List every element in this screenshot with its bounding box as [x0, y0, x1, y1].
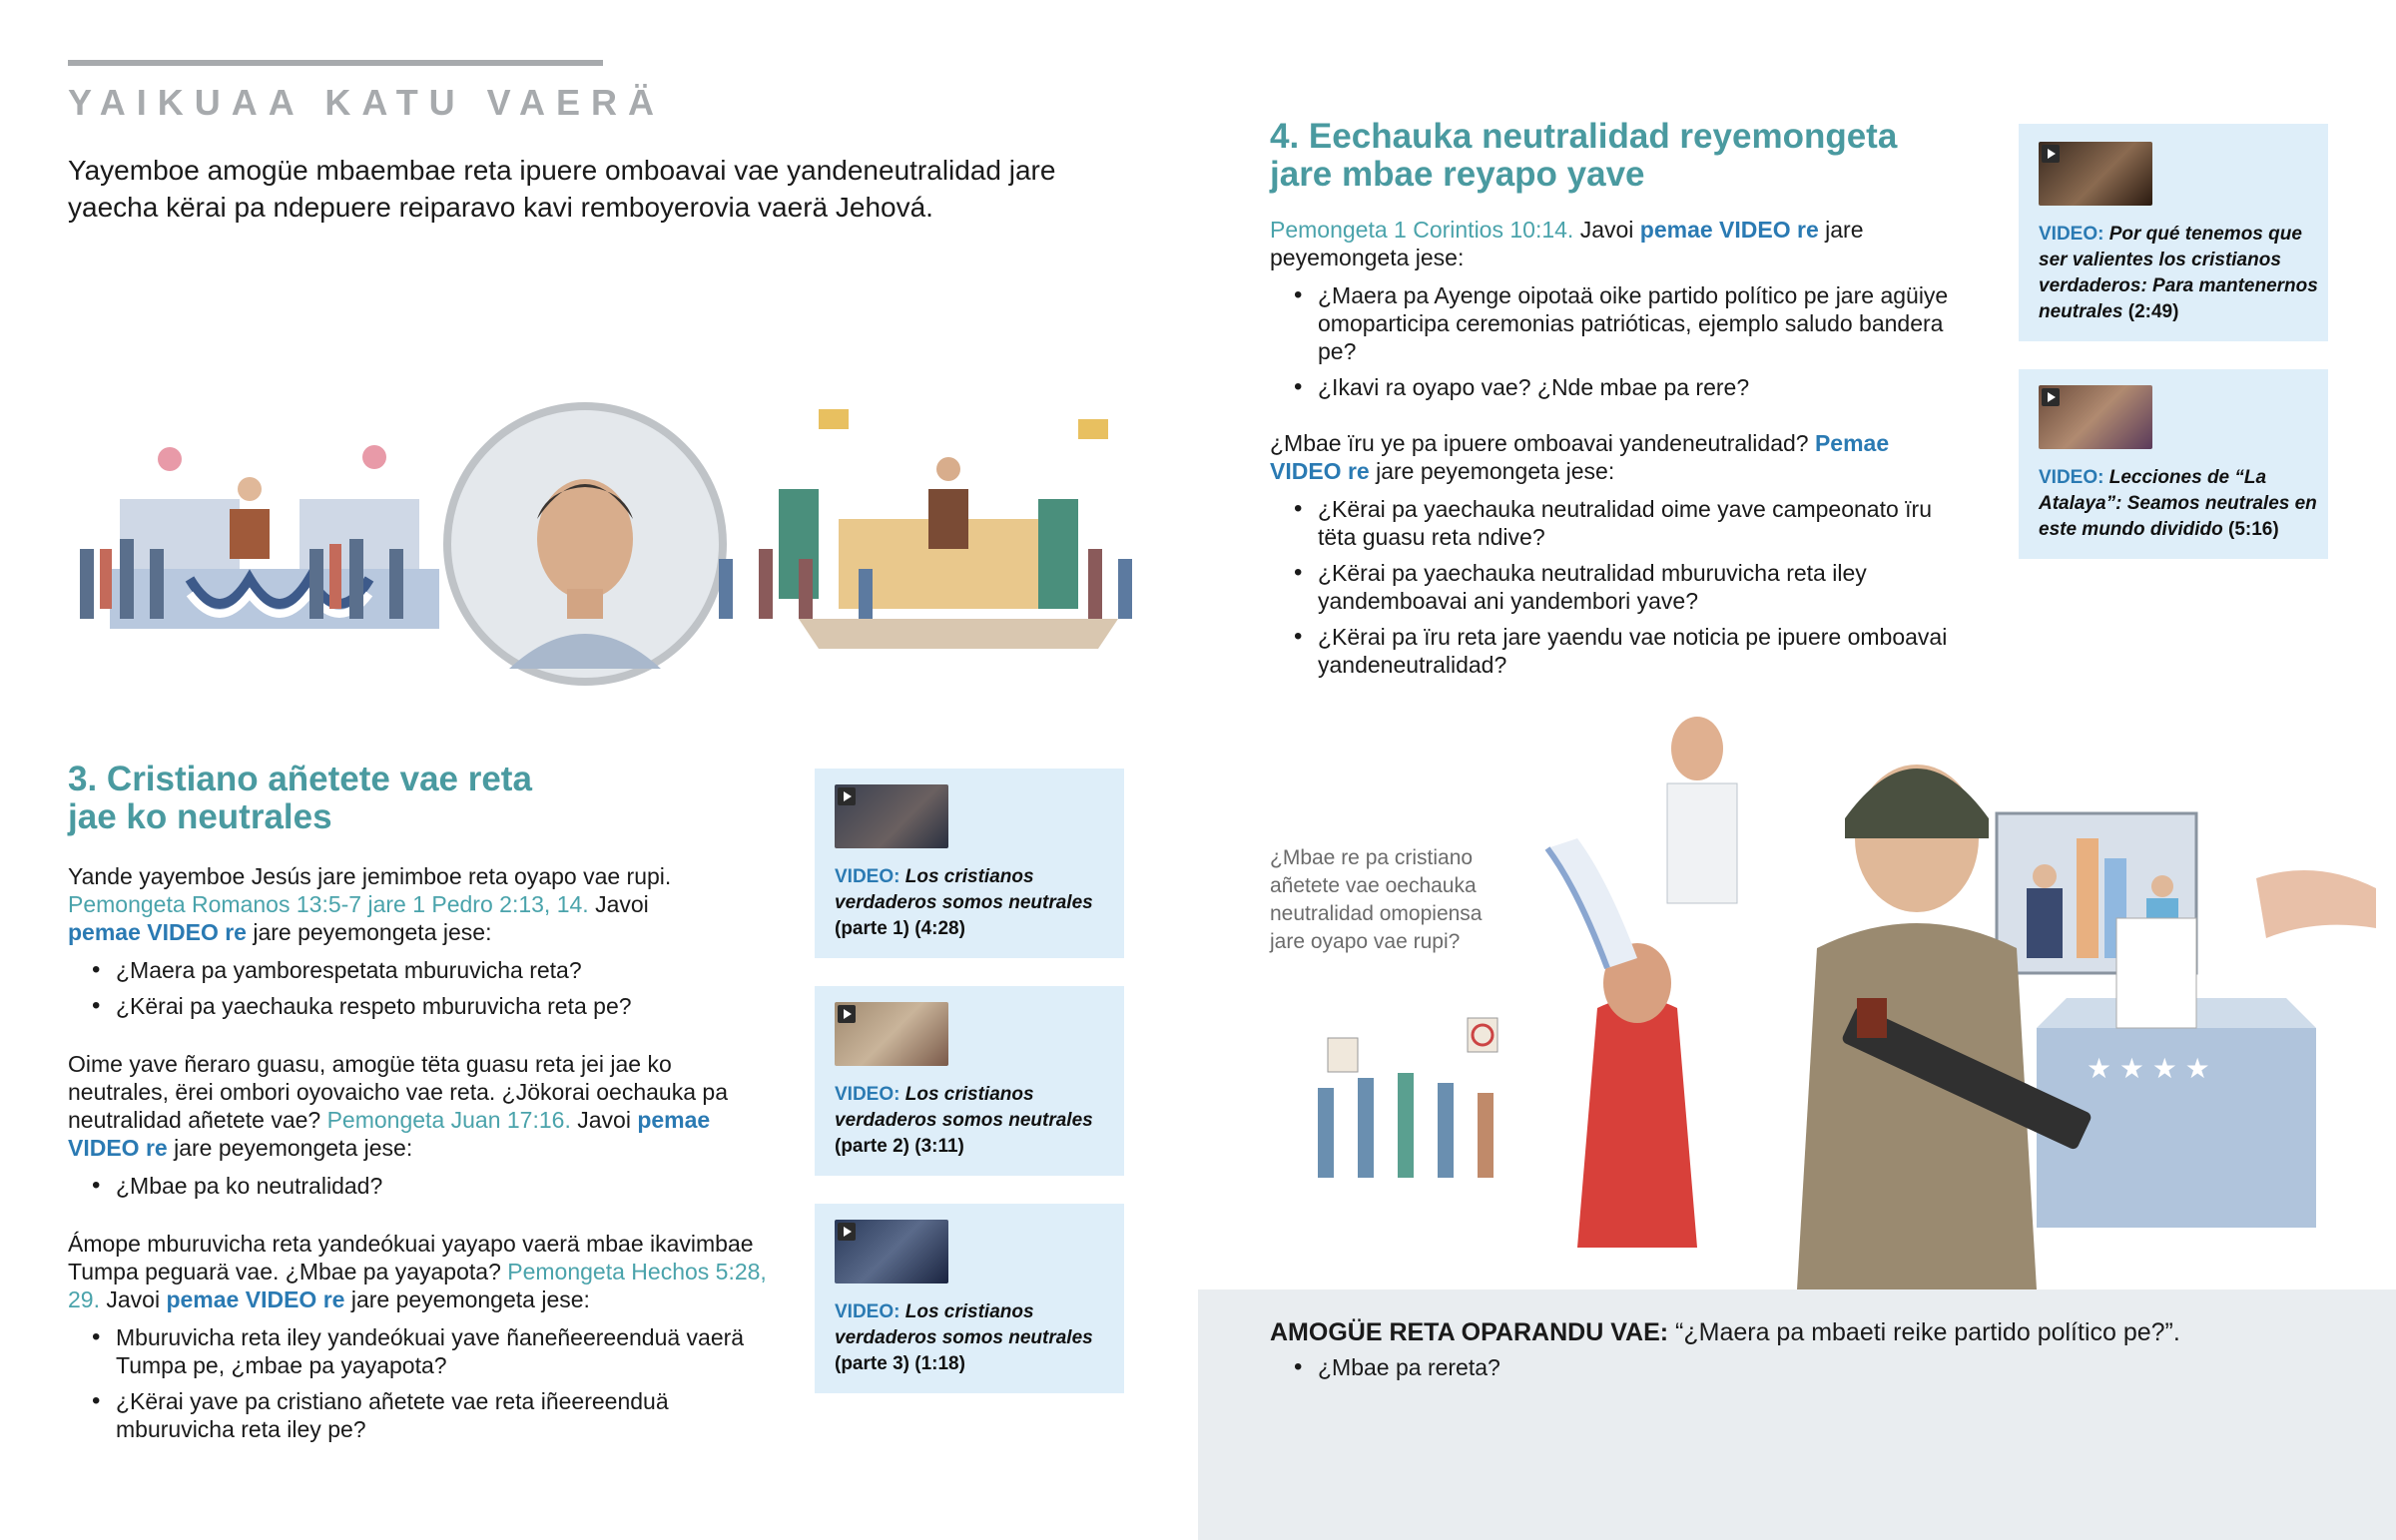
section-3-paragraph-2: Oime yave ñeraro guasu, amogüe tëta guasu reta jei jae ko neutrales, ërei ombori oyovaicho vae reta. ¿Jökorai oechauka pa neutralidad añetete vae? Pemongeta Juan 17:16. Javoi pemae VIDEO re jare peyemongeta jese:: [68, 1051, 728, 1161]
list-item: • ¿Mbae pa ko neutralidad?: [116, 1172, 767, 1200]
section-3-paragraph-3: Ámope mburuvicha reta yandeókuai yayapo vaerä mbae ikavimbae Tumpa peguarä vae. ¿Mbae pa yayapota? Pemongeta Hechos 5:28, 29. Javoi pemae VIDEO re jare peyemongeta jese:: [68, 1231, 767, 1312]
play-icon: [2042, 388, 2060, 406]
play-icon: [838, 1005, 856, 1023]
video-caption: VIDEO: Los cristianos verdaderos somos neutrales (parte 1) (4:28): [835, 866, 1093, 939]
svg-text:★ ★ ★ ★: ★ ★ ★ ★: [2087, 1053, 2210, 1084]
boy-figure: [1667, 717, 1737, 903]
discussion-heading: AMOGÜE RETA OPARANDU VAE:: [1270, 1318, 1669, 1346]
section-3-questions-1: [68, 956, 767, 1020]
intro-text: Yayemboe amogüe mbaembae reta ipuere omboavai vae yandeneutralidad jare yaecha kërai pa ndepuere reiparavo kavi remboyerovia vaerä Jehová.: [68, 155, 1056, 223]
play-icon: [838, 1223, 856, 1241]
section-3-questions-3: [68, 1323, 767, 1443]
section-3-title-line2: jae ko neutrales: [68, 797, 332, 836]
list-item: • ¿Mbae pa rereta?: [1318, 1353, 2328, 1381]
scripture-link[interactable]: Pemongeta Juan 17:16.: [326, 1107, 571, 1133]
scripture-link[interactable]: Pemongeta 1 Corintios 10:14.: [1270, 217, 1574, 243]
video-card-3[interactable]: [815, 1204, 1124, 1393]
list-item: • Mburuvicha reta iley yandeókuai yave ñaneñeereenduä vaerä Tumpa pe, ¿mbae pa yayapota?: [116, 1323, 767, 1379]
video-link[interactable]: Pemae VIDEO re: [1270, 430, 1890, 484]
video-thumbnail[interactable]: [835, 784, 948, 848]
video-thumbnail[interactable]: [2039, 142, 2152, 206]
section-4-title-line1: 4. Eechauka neutralidad reyemongeta: [1270, 117, 1898, 156]
section-4-questions-1: [1270, 281, 1959, 401]
header-rule: [68, 60, 603, 66]
discussion-block: [1270, 1315, 2328, 1397]
section-4-title: [1270, 118, 1959, 194]
section-3-questions-2: [68, 1172, 767, 1200]
list-item: • ¿Kërai pa ïru reta jare yaendu vae noticia pe ipuere omboavai yandeneutralidad?: [1318, 623, 1959, 679]
list-item: • ¿Kërai pa yaechauka respeto mburuvicha reta pe?: [116, 992, 767, 1020]
neutrality-illustration: [1298, 699, 2386, 1289]
list-item: • ¿Maera pa yamborespetata mburuvicha reta?: [116, 956, 767, 984]
video-link[interactable]: pemae VIDEO re: [1639, 217, 1819, 243]
video-link[interactable]: pemae VIDEO re: [166, 1286, 345, 1312]
section-3-title: [68, 761, 767, 836]
discussion-question: “¿Maera pa mbaeti reike partido político pe?”.: [1675, 1318, 2180, 1346]
list-item: • ¿Kërai pa yaechauka neutralidad oime yave campeonato ïru tëta guasu reta ndive?: [1318, 495, 1959, 551]
video-caption: VIDEO: Lecciones de “La Atalaya”: Seamos neutrales en este mundo dividido (5:16): [2039, 467, 2317, 540]
video-thumbnail[interactable]: [835, 1220, 948, 1283]
scripture-link[interactable]: Pemongeta Romanos 13:5-7 jare 1 Pedro 2:13, 14.: [68, 891, 589, 917]
video-thumbnail[interactable]: [835, 1002, 948, 1066]
video-card-5[interactable]: [2019, 369, 2328, 559]
section-3-title-line1: 3. Cristiano añetete vae reta: [68, 760, 532, 798]
left-rally-scene: [80, 445, 439, 629]
section-3: [68, 761, 767, 1459]
section-3-paragraph-1: Yande yayemboe Jesús jare jemimboe reta oyapo vae rupi. Pemongeta Romanos 13:5-7 jare 1 Pedro 2:13, 14. Javoi pemae VIDEO re jare peyemongeta jese:: [68, 863, 672, 945]
video-link[interactable]: pemae VIDEO re: [68, 919, 247, 945]
scripture-link[interactable]: Pemongeta Hechos 5:28, 29.: [68, 1259, 767, 1312]
list-item: • ¿Kërai pa yaechauka neutralidad mburuvicha reta iley yandemboavai ani yandembori yave?: [1318, 559, 1959, 615]
section-4-title-line2: jare mbae reyapo yave: [1270, 155, 1645, 194]
video-caption: VIDEO: Los cristianos verdaderos somos neutrales (parte 2) (3:11): [835, 1084, 1093, 1157]
lesson-kicker: YAIKUAA KATU VAERÄ: [68, 82, 666, 123]
video-caption: VIDEO: Los cristianos verdaderos somos neutrales (parte 3) (1:18): [835, 1301, 1093, 1374]
video-caption: VIDEO: Por qué tenemos que ser valientes los cristianos verdaderos: Para mantenernos neutrales (2:49): [2039, 224, 2318, 322]
section-4-paragraph-2: ¿Mbae ïru ye pa ipuere omboavai yandeneutralidad? Pemae VIDEO re jare peyemongeta jese:: [1270, 430, 1890, 484]
list-item: • ¿Kërai yave pa cristiano añetete vae reta iñeereenduä mburuvicha reta iley pe?: [116, 1387, 767, 1443]
section-4: [1270, 118, 1959, 695]
section-4-paragraph-1: Pemongeta 1 Corintios 10:14. Javoi pemae VIDEO re jare peyemongeta jese:: [1270, 217, 1864, 270]
list-item: • ¿Ikavi ra oyapo vae? ¿Nde mbae pa rere?: [1318, 373, 1959, 401]
video-card-2[interactable]: [815, 986, 1124, 1176]
play-icon: [2042, 145, 2060, 163]
list-item: • ¿Maera pa Ayenge oipotaä oike partido político pe jare agüiye omoparticipa ceremonias patrióticas, ejemplo saludo bandera pe?: [1318, 281, 1959, 365]
rally-illustration: [60, 399, 1158, 689]
play-icon: [838, 787, 856, 805]
discussion-bullets: [1270, 1353, 2328, 1381]
right-rally-scene: [719, 409, 1132, 649]
portrait-man: [447, 406, 723, 682]
protesters-group: [1318, 1018, 1498, 1178]
video-link[interactable]: pemae VIDEO re: [68, 1107, 711, 1161]
voting-hand: [2256, 870, 2376, 938]
section-4-questions-2: [1270, 495, 1959, 679]
video-card-1[interactable]: [815, 769, 1124, 958]
illustration-caption: ¿Mbae re pa cristiano añetete vae oechaukа neutralidad omopiensa jare oyapo vae rupi?: [1270, 846, 1483, 953]
video-card-4[interactable]: [2019, 124, 2328, 341]
video-thumbnail[interactable]: [2039, 385, 2152, 449]
